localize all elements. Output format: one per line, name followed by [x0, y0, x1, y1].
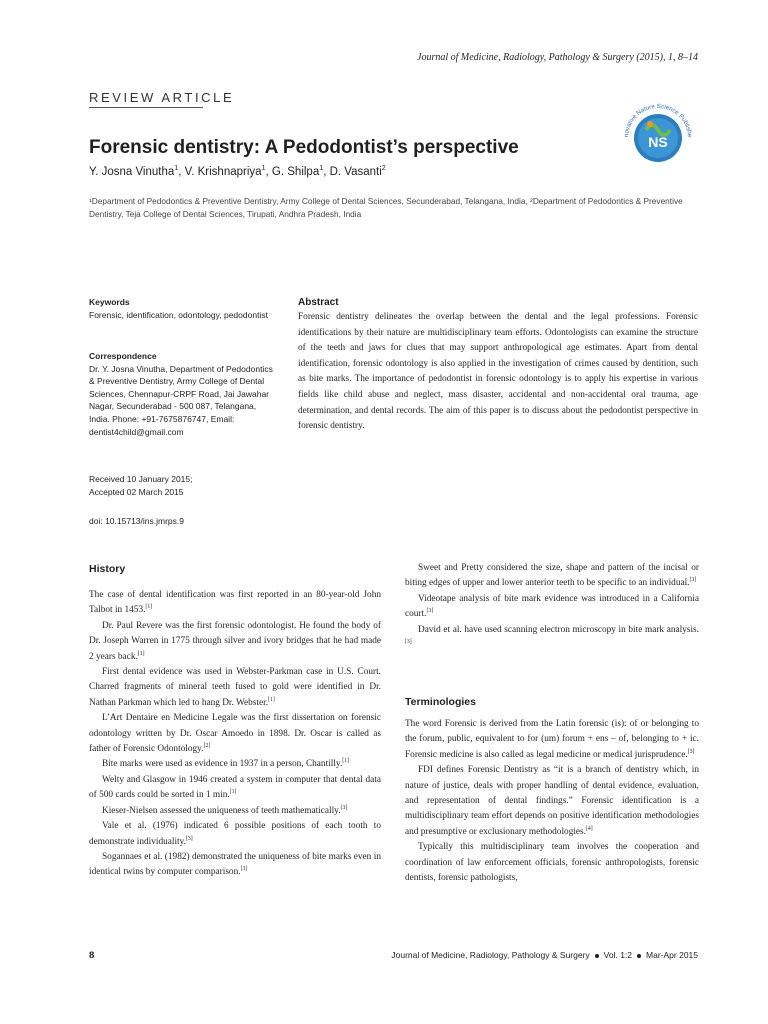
- citation: [3]: [186, 835, 193, 842]
- citation: [1]: [137, 650, 145, 657]
- bullet-separator: [595, 954, 599, 958]
- citation: [3]: [340, 804, 348, 811]
- history-heading: History: [89, 563, 126, 575]
- body-paragraph: Typically this multidisciplinary team involves the cooperation and coordination of law enforcement officials, forensic anthropologists, forensic dentists, forensic pathologists,: [405, 842, 699, 884]
- abstract-heading: Abstract: [298, 297, 339, 308]
- correspondence-heading: Correspondence: [89, 351, 157, 361]
- body-paragraph: Kieser-Nielsen assessed the uniqueness of teeth mathematically.[3]: [102, 804, 348, 816]
- history-body-continued: [405, 561, 699, 653]
- terminologies-body: [405, 717, 699, 886]
- citation: [3]: [689, 577, 697, 584]
- article-type-underline: [89, 107, 203, 108]
- citation: [1]: [342, 758, 349, 765]
- citation: [2]: [203, 742, 211, 749]
- body-paragraph: Videotape analysis of bite mark evidence was introduced in a California court.[3]: [405, 593, 699, 620]
- body-paragraph: Welty and Glasgow in 1946 created a system in computer that dental data of 500 cards could be sorted in 1 min.[1]: [89, 774, 381, 801]
- author-affil-sup: 2: [381, 164, 386, 173]
- author-list: Y. Josna Vinutha$^1$, V. Krishnapriya$^1$, G. Shilpa$^1$, D. Vasanti$^2$: [89, 164, 386, 178]
- body-paragraph: Sogannaes et al. (1982) demonstrated the uniqueness of bite marks even in identical twins by computer comparison.[3]: [89, 851, 381, 878]
- page-number: 8: [89, 950, 95, 961]
- citation: [3]: [426, 608, 434, 615]
- body-paragraph: First dental evidence was used in Webster-Parkman case in U.S. Court. Charred fragments of mineral teeth fused to gold were identified in Dr. Nathan Parkman which led to hang Dr. Webster.[1]: [89, 667, 381, 708]
- body-paragraph: Bite marks were used as evidence in 1937 in a person, Chantilly.[1]: [102, 758, 349, 770]
- logo-arc-text: novative Nature Science Publishe: [622, 102, 694, 138]
- citation: [1]: [145, 604, 153, 611]
- body-paragraph: Sweet and Pretty considered the size, shape and pattern of the incisal or biting edges of upper and lower anterior teeth to be specific to an individual.[3]: [405, 563, 699, 589]
- footer-date: Mar-Apr 2015: [646, 950, 698, 960]
- footer-journal: Journal of Medicine, Radiology, Pathology & Surgery: [391, 950, 590, 960]
- abstract-text: Forensic dentistry delineates the overlap between the dental and the legal professions. Forensic identifications by their nature are multidisciplinary team efforts. Odontologists can examine the structure of the teeth and jaws for clues that may support anthropological age estimates. Apart from dental identification, forensic odontology is also applied in the investigation of crimes caused by dentition, such as bite marks. The importance of pedodontist in forensic odontology is to apply his expertise in various fields like child abuse and neglect, mass disaster, accidental and non-accidental oral trauma, age determination, and dental records. The aim of this paper is to discuss about the pedodontist perspective in forensic dentistry.: [298, 312, 698, 432]
- author-name: V. Krishnapriya: [184, 166, 262, 178]
- body-paragraph: FDI defines Forensic Dentistry as “it is a branch of dentistry which, in nature of justice, deals with proper handling of dental evidence, evaluation, and representation of dental findings.” Forensic identification is a multidisciplinary team effort depends on positive identification methodologies and presumptive or exclusionary methodologies.[4]: [405, 765, 699, 837]
- body-paragraph: David et al. have used scanning electron microscopy in bite mark analysis.[3]: [405, 624, 699, 645]
- author-name: G. Shilpa: [271, 166, 320, 178]
- body-paragraph: L’Art Dentaire en Medicine Legale was the first dissertation on forensic odontology written by Dr. Oscar Amoedo in 1898. Dr. Oscar is called as father of Forensic Odontology.[2]: [89, 713, 381, 755]
- keywords-heading: Keywords: [89, 297, 130, 307]
- affiliations: ¹Department of Pedodontics & Preventive Dentistry, Army College of Dental Sciences, Secunderabad, Telangana, India, ²Department of Pedodontics & Preventive Dentistry, Teja College of Dental Sciences, Tirupati, Andhra Pradesh, India: [89, 196, 683, 219]
- footer-volume: Vol. 1:2: [603, 950, 633, 960]
- citation: [3]: [240, 866, 248, 873]
- article-type-label: REVIEW ARTICLE: [89, 90, 235, 105]
- correspondence-text: Dr. Y. Josna Vinutha, Department of Pedodontics & Preventive Dentistry, Army College of Dental Sciences, Chennapur-CRPF Road, Jai Jawahar Nagar, Secunderabad - 500 087, Telangana, India. Phone: +91-7675876747, Email: dentist4child@gmail.com: [89, 363, 273, 437]
- author-affil-sup: 1: [261, 164, 266, 173]
- author-name: Y. Josna Vinutha: [89, 166, 175, 178]
- correspondence-block: [89, 350, 274, 438]
- dates-block: [89, 473, 274, 498]
- author-affil-sup: 1: [319, 164, 324, 173]
- bullet-separator: [637, 954, 641, 958]
- accepted-date: Accepted 02 March 2015: [89, 486, 184, 497]
- body-paragraph: Dr. Paul Revere was the first forensic odontologist. He found the body of Dr. Joseph Warren in 1775 through silver and ivory bridges that he had made 2 years back.[1]: [89, 620, 381, 662]
- terminologies-heading: Terminologies: [405, 696, 476, 708]
- author-affil-sup: 1: [174, 164, 179, 173]
- author-name: D. Vasanti: [329, 166, 382, 178]
- citation: [3]: [405, 638, 412, 645]
- body-paragraph: The word Forensic is derived from the Latin forensic (is): of or belonging to the forum, public, equivalent to for (um) forum + ens – of, belonging to + ic. Forensic medicine is also called as legal medicine or medical jurisprudence.[3]: [405, 719, 699, 760]
- article-title: Forensic dentistry: A Pedodontist’s perspective: [89, 137, 519, 158]
- history-body: [89, 588, 381, 881]
- citation: [3]: [687, 748, 695, 755]
- citation: [1]: [268, 696, 275, 703]
- keywords-text: Forensic, identification, odontology, pedodontist: [89, 309, 268, 320]
- body-paragraph: The case of dental identification was first reported in an 80-year-old John Talbot in 1453.[1]: [89, 590, 381, 616]
- citation: [1]: [229, 789, 237, 796]
- logo-figure: [647, 121, 653, 127]
- citation: [4]: [586, 825, 593, 832]
- journal-running-header: Journal of Medicine, Radiology, Pathology & Surgery (2015), 1, 8–14: [417, 52, 698, 63]
- keywords-block: [89, 296, 274, 321]
- publisher-logo: [616, 92, 700, 176]
- body-paragraph: Vale et al. (1976) indicated 6 possible positions of each tooth to demonstrate individuality.[3]: [89, 821, 381, 847]
- logo-mark: NS: [648, 134, 668, 150]
- received-date: Received 10 January 2015;: [89, 474, 193, 484]
- footer-journal-info: [391, 950, 698, 960]
- doi: doi: 10.15713/ins.jmrps.9: [89, 516, 184, 526]
